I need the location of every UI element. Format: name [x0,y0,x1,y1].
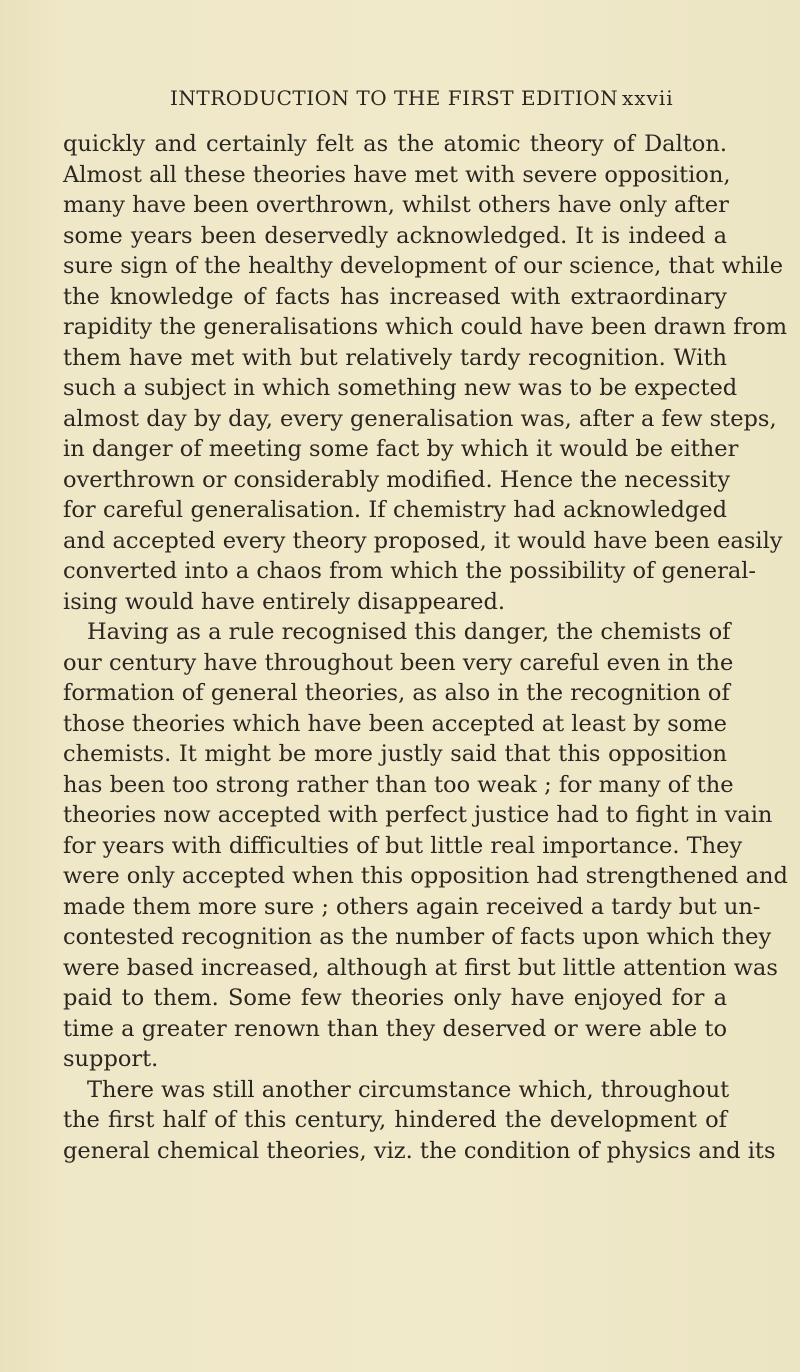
running-title: INTRODUCTION TO THE FIRST EDITION [170,86,619,110]
text-line: our century have throughout been very careful even in the [63,649,734,676]
text-line: converted into a chaos from which the possibility of general- [63,558,757,584]
text-line: made them more sure ; others again received a tardy but un- [63,893,761,920]
text-line: in danger of meeting some fact by which it would be either [63,436,739,462]
text-line: Having as a rule recognised this danger, the chemists of [87,619,731,645]
text-line: such a subject in which something new was to be expected [63,375,738,401]
text-line: paid to them. Some few theories only have enjoyed for a [63,985,727,1011]
text-line: contested recognition as the number of facts upon which they [63,924,772,950]
text-line: them have met with but relatively tardy recognition. With [63,344,727,371]
text-line: many have been overthrown, whilst others have only after [63,192,729,218]
text-line: and accepted every theory proposed, it would have been easily [63,527,783,554]
text-line: overthrown or considerably modified. Hence the necessity [63,466,731,493]
text-line: were only accepted when this opposition had strengthened and [63,863,788,889]
text-line: those theories which have been accepted at least by some [63,710,727,737]
body-text [63,129,788,1166]
text-line: were based increased, although at first but little attention was [63,954,778,981]
text-line: almost day by day, every generalisation was, after a few steps, [63,405,777,432]
text-line: Almost all these theories have met with severe opposition, [63,161,731,188]
text-line: has been too strong rather than too weak ; for many of the [63,771,734,798]
text-line: for careful generalisation. If chemistry had acknowledged [63,497,727,523]
text-line: the first half of this century, hindered the development of [63,1107,727,1133]
text-line: some years been deservedly acknowledged. It is indeed a [63,222,727,249]
text-line: the knowledge of facts has increased with extraordinary [63,283,727,310]
text-line: quickly and certainly felt as the atomic theory of Dalton. [63,131,727,157]
text-line: formation of general theories, as also in the recognition of [63,680,730,706]
page-number: xxvii [622,86,674,110]
text-line: theories now accepted with perfect justice had to fight in vain [63,802,773,828]
running-head [0,86,800,116]
text-line: ising would have entirely disappeared. [63,588,506,615]
text-line: support. [63,1046,159,1072]
text-line: sure sign of the healthy development of our science, that while [63,253,784,279]
text-line: chemists. It might be more justly said that this opposition [63,741,727,767]
text-line: There was still another circumstance which, throughout [87,1076,730,1103]
text-line: time a greater renown than they deserved or were able to [63,1015,727,1042]
text-line: general chemical theories, viz. the condition of physics and its [63,1137,776,1164]
text-line: rapidity the generalisations which could have been drawn from [63,314,788,340]
text-line: for years with difficulties of but little real importance. They [63,832,743,859]
